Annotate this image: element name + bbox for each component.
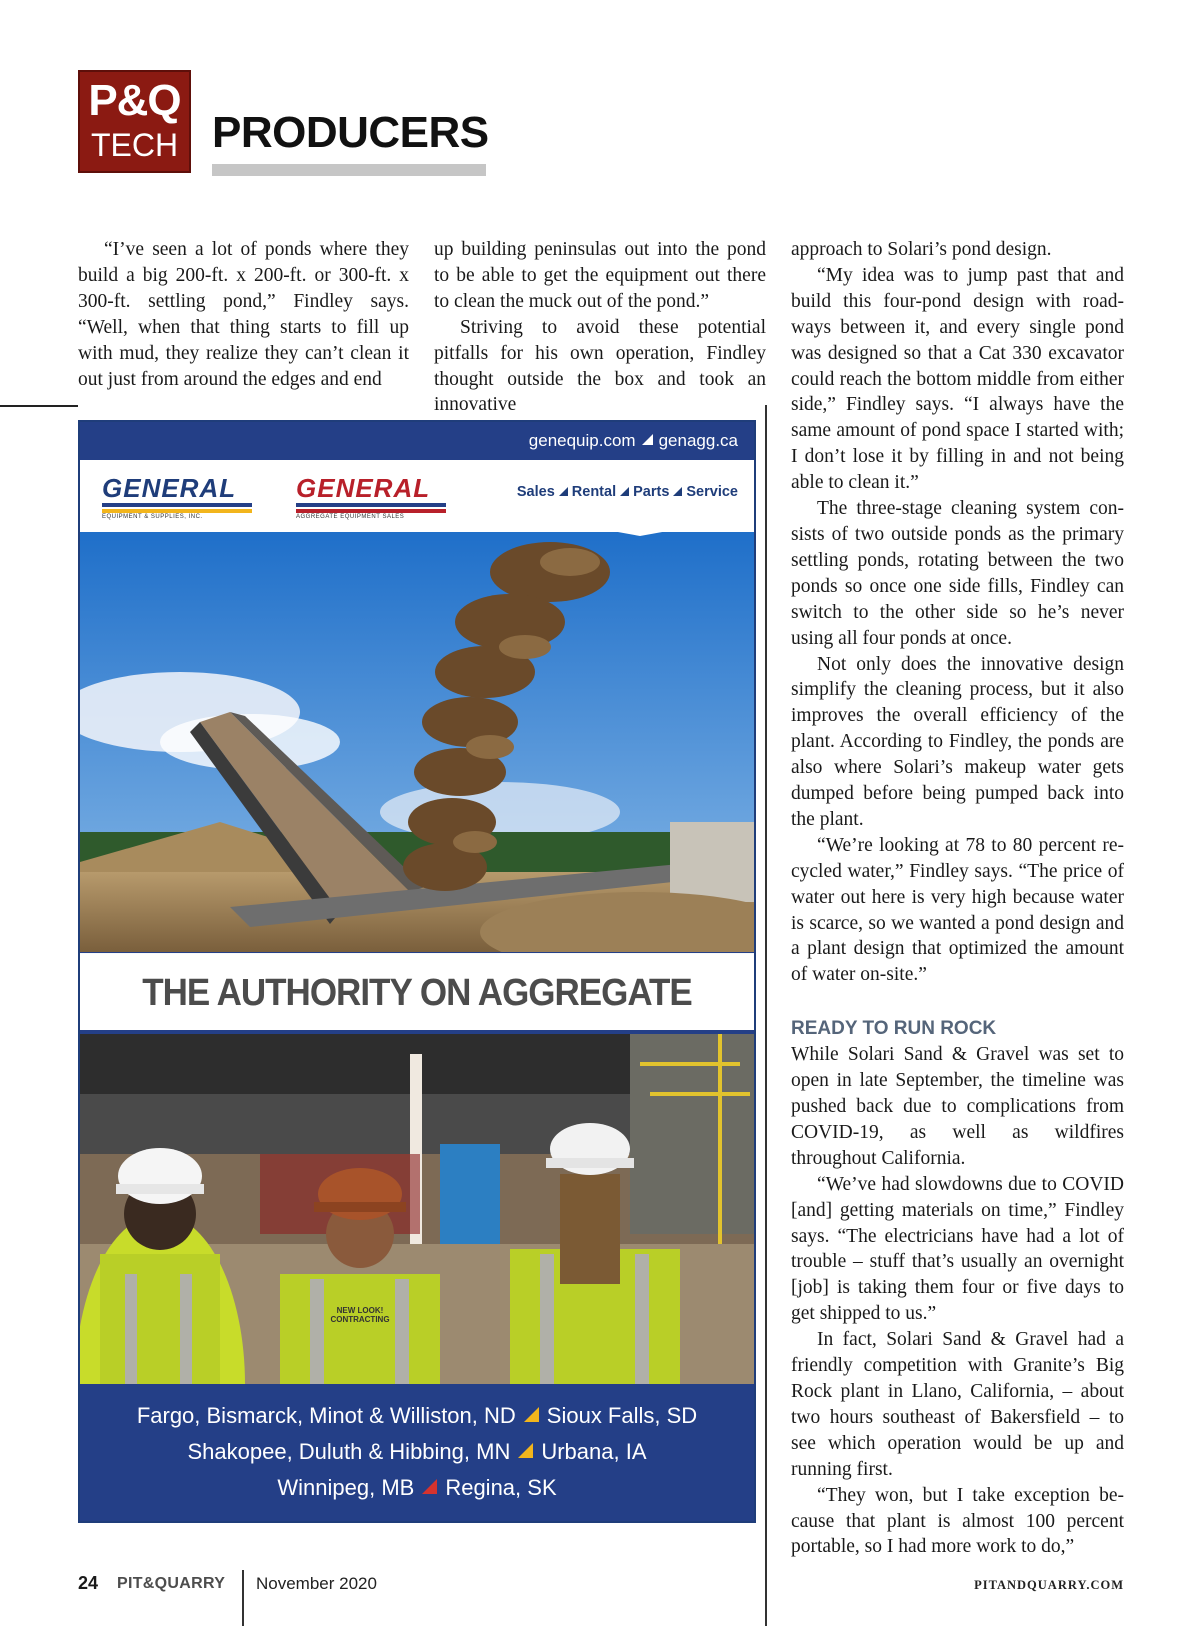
paragraph: up building peninsulas out into the pond to be able to get the equipment out there to clean the muck out of the pond.” [434,239,766,312]
paragraph: While Solari Sand & Gravel was set to open in late September, the timeline was pushed back due to complications from COVID-19, as well as wildfires throughout California. [791,1044,1124,1169]
logo-line2: TECH [90,127,179,163]
paragraph: In fact, Solari Sand & Gravel had a friendly competition with Granite’s Big Rock plant in Llano, California, – about two hours southeast of Bakersfield – to see which operation would be up and running first. [791,1329,1124,1480]
paragraph: “We’re looking at 78 to 80 percent re-cycled water,” Findley says. “The price of water out here is very high because water is scarce, so we wanted a pond design and a plant design that optimized the amount of water on-site.” [791,834,1124,986]
page-number: 24 [78,1573,99,1593]
location-line-2: Shakopee, Duluth & Hibbing, MN Urbana, IA [187,1439,647,1464]
vest-logo-text: NEW LOOK! CONTRACTING [330,1306,390,1324]
pq-tech-logo [78,70,191,173]
logo-line1: P&Q [88,76,181,125]
locations-list [80,1384,754,1523]
triangle-icon [559,487,568,496]
title-underline [212,164,486,176]
paragraph: Not only does the innovative design simplify the cleaning process, but it also improves the overall efficiency of the plant. According to Findley, the ponds are also where Solari’s makeup water gets dumped before being pumped back into the plant. [791,653,1124,830]
workers-illustration [80,1034,754,1384]
website-link-genagg[interactable]: genagg.ca [658,431,738,450]
paragraph: “I’ve seen a lot of ponds where they build a big 200-ft. x 200-ft. or 300-ft. x 300-ft. settling pond,” Findley says. “Well, when that thing starts to fill up with mud, they realize they can’t clean it out just from around the edges and end [78,239,409,390]
article-column-2 [434,237,766,418]
conveyor-illustration [80,532,754,952]
paragraph: “My idea was to jump past that and build this four-pond design with road-ways between it, and every single pond was designed so that a Cat 330 excavator could reach the bottom middle from either side,” Findley says. “I always have the same amount of pond space I started with; I don’t lose it by filling in and not being able to clean it.” [791,264,1124,494]
ad-website-bar [80,422,754,460]
website-link-genequip[interactable]: genequip.com [528,431,636,450]
footer-divider [242,1570,244,1626]
section-title: PRODUCERS [212,108,489,157]
services-list [517,484,738,500]
subheading: READY TO RUN ROCK [791,1018,997,1040]
triangle-icon [620,487,629,496]
service-parts: Parts [633,484,670,500]
paragraph: Striving to avoid these potential pitfalls for his own operation, Findley thought outside the box and took an innovative [434,316,766,416]
service-sales: Sales [516,484,555,500]
issue-date: November 2020 [256,1574,377,1593]
location-line-1: Fargo, Bismarck, Minot & Williston, ND Sioux Falls, SD [136,1403,698,1428]
magazine-name: PIT&QUARRY [117,1575,226,1592]
triangle-icon [673,487,682,496]
triangle-icon [642,434,653,445]
service-service: Service [686,484,738,500]
general-equipment-logo: GENERAL EQUIPMENT & SUPPLIES, INC. [102,474,252,514]
horizontal-rule [0,405,78,407]
conveyor-photo [80,532,754,952]
ad-tagline: THE AUTHORITY ON AGGREGATE [80,953,754,1033]
article-column-1 [78,237,409,392]
workers-photo [80,1034,754,1384]
brand-bar-notch [540,518,740,536]
paragraph: approach to Solari’s pond design. [791,239,1052,260]
column-divider [765,405,767,1626]
paragraph: “They won, but I take exception be-cause that plant is almost 100 percent portable, so I had more work to do,” [791,1484,1124,1558]
general-equipment-ad [78,420,756,1523]
article-column-3 [791,237,1124,1560]
paragraph: “We’ve had slowdowns due to COVID [and] getting materials on time,” Findley says. “The electricians have had a lot of trouble – stuff that’s usually an overnight [job] is taking them four or five days to get shipped to us.” [791,1173,1124,1325]
paragraph: The three-stage cleaning system con-sists of two outside ponds as the primary settling ponds, rotating between the two ponds so once one side fills, Findley can switch to the other side so he’s never using all four ponds at once. [791,498,1124,649]
red-triangle-icon [422,1479,437,1494]
general-aggregate-logo: GENERAL AGGREGATE EQUIPMENT SALES [296,474,446,514]
service-rental: Rental [571,484,617,500]
footer-url[interactable]: PITANDQUARRY.COM [974,1578,1124,1592]
location-line-3: Winnipeg, MB Regina, SK [277,1475,557,1500]
yellow-triangle-icon [518,1443,533,1458]
yellow-triangle-icon [524,1407,539,1422]
